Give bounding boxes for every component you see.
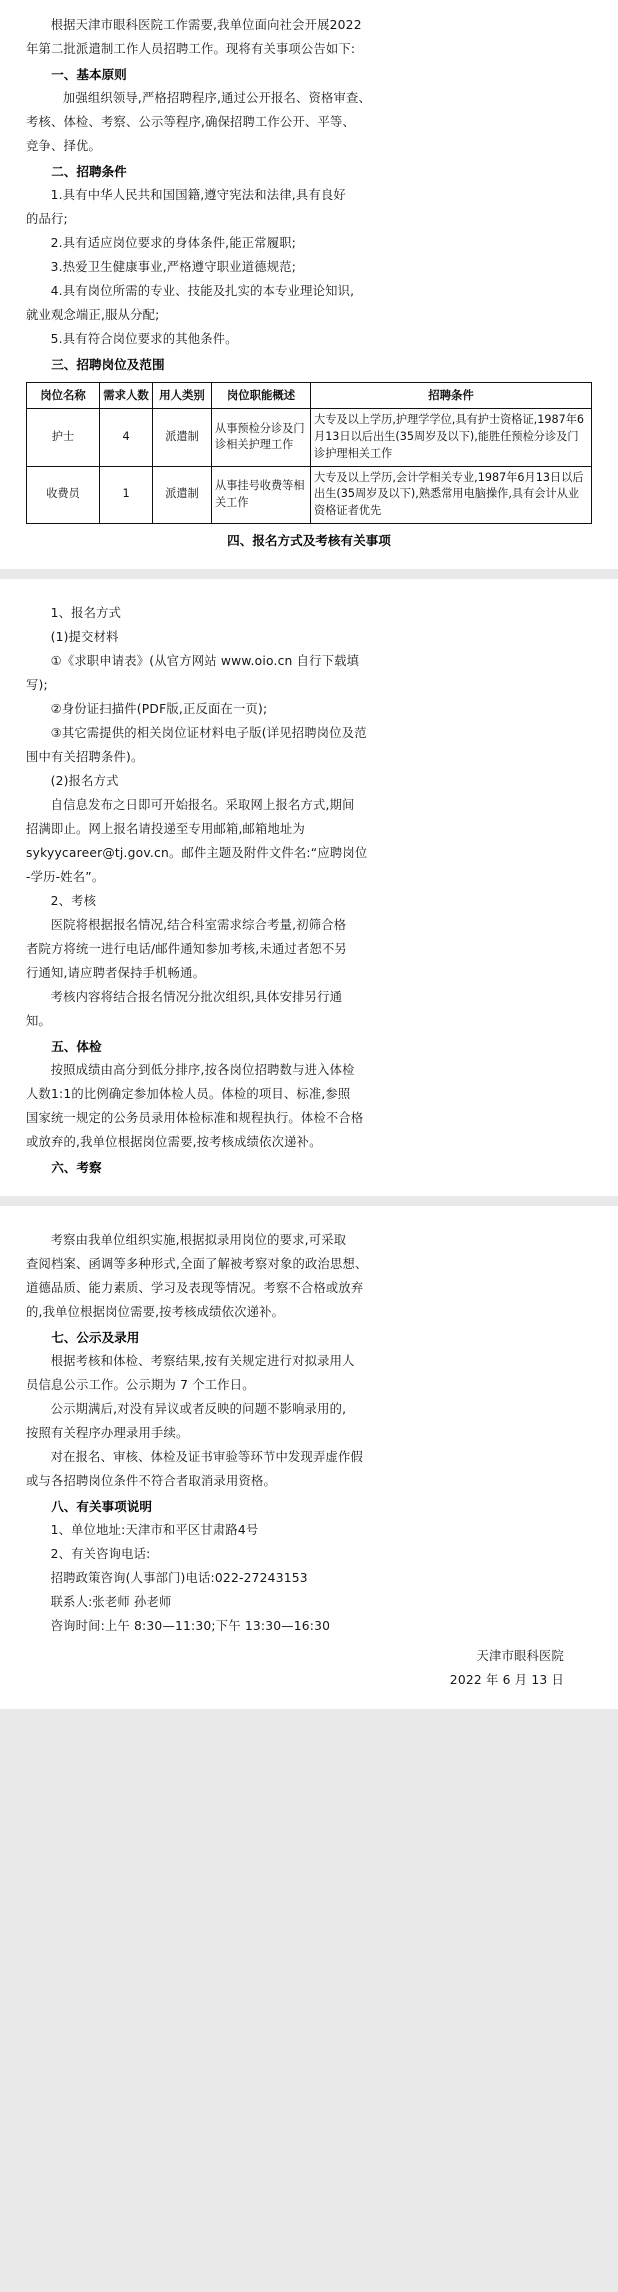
inspect-line: 的,我单位根据岗位需要,按考核成绩依次递补。 — [26, 1304, 285, 1319]
section7-line: 按照有关程序办理录用手续。 — [26, 1425, 189, 1440]
table-row — [27, 466, 592, 523]
exam-line: 行通知,请应聘者保持手机畅通。 — [26, 965, 206, 980]
document-page-3 — [0, 1206, 618, 1709]
method-line: 自信息发布之日即可开始报名。采取网上报名方式,期间 — [50, 798, 355, 813]
cell-duty: 从事预检分诊及门诊相关护理工作 — [212, 409, 311, 466]
method-line: -学历-姓名”。 — [26, 869, 105, 884]
cell-name: 收费员 — [27, 466, 100, 523]
material-item: ②身份证扫描件(PDF版,正反面在一页); — [50, 702, 268, 717]
signature-org: 天津市眼科医院 — [476, 1648, 564, 1663]
column-header-name: 岗位名称 — [27, 383, 100, 409]
cell-name: 护士 — [27, 409, 100, 466]
signature-date: 2022 年 6 月 13 日 — [449, 1672, 564, 1687]
material-item: ①《求职申请表》(从官方网站 www.oio.cn 自行下载填 — [50, 654, 360, 669]
section2-item: 就业观念端正,服从分配; — [26, 308, 160, 323]
cell-count: 1 — [100, 466, 153, 523]
section1-line: 竞争、择优。 — [26, 139, 101, 154]
signature-block — [26, 1645, 592, 1693]
cell-type: 派遣制 — [153, 409, 212, 466]
section7-line: 员信息公示工作。公示期为 7 个工作日。 — [26, 1377, 255, 1392]
inspect-line: 道德品质、能力素质、学习及表现等情况。考察不合格或放弃 — [26, 1280, 364, 1295]
signup-title: 1、报名方式 — [50, 606, 122, 621]
column-header-duty: 岗位职能概述 — [212, 383, 311, 409]
section-heading-2: 二、招聘条件 — [51, 164, 127, 180]
material-title: (1)提交材料 — [50, 630, 119, 645]
section2-item: 3.热爱卫生健康事业,严格遵守职业道德规范; — [50, 260, 297, 275]
column-header-type: 用人类别 — [153, 383, 212, 409]
section8-item: 1、单位地址:天津市和平区甘肃路4号 — [50, 1523, 259, 1538]
cell-count: 4 — [100, 409, 153, 466]
intro-line: 年第二批派遣制工作人员招聘工作。现将有关事项公告如下: — [26, 41, 356, 56]
section7-line: 公示期满后,对没有异议或者反映的问题不影响录用的, — [50, 1401, 347, 1416]
cell-duty: 从事挂号收费等相关工作 — [212, 466, 311, 523]
section8-item: 招聘政策咨询(人事部门)电话:022-27243153 — [50, 1570, 308, 1585]
section-heading-3: 三、招聘岗位及范围 — [51, 357, 165, 372]
section-heading-4: 四、报名方式及考核有关事项 — [227, 533, 391, 549]
cell-type: 派遣制 — [153, 466, 212, 523]
section8-item: 2、有关咨询电话: — [50, 1546, 151, 1561]
section7-line: 对在报名、审核、体检及证书审验等环节中发现弄虚作假 — [50, 1449, 364, 1464]
exam-title: 2、考核 — [50, 893, 97, 908]
inspect-line: 考察由我单位组织实施,根据拟录用岗位的要求,可采取 — [50, 1232, 347, 1247]
section7-line: 根据考核和体检、考察结果,按有关规定进行对拟录用人 — [50, 1354, 355, 1369]
section2-item: 的品行; — [26, 212, 68, 227]
section5-line: 或放弃的,我单位根据岗位需要,按考核成绩依次递补。 — [26, 1134, 322, 1149]
method-line: sykyycareer@tj.gov.cn。邮件主题及附件文件名:“应聘岗位 — [26, 845, 368, 860]
section5-line: 国家统一规定的公务员录用体检标准和规程执行。体检不合格 — [26, 1110, 364, 1125]
section2-item: 5.具有符合岗位要求的其他条件。 — [50, 332, 238, 347]
section1-line: 考核、体检、考察、公示等程序,确保招聘工作公开、平等、 — [26, 115, 356, 130]
document-page-1 — [0, 0, 618, 569]
column-header-count: 需求人数 — [100, 383, 153, 409]
table-header-row — [27, 383, 592, 409]
section7-line: 或与各招聘岗位条件不符合者取消录用资格。 — [26, 1473, 276, 1488]
material-item: ③其它需提供的相关岗位证材料电子版(详见招聘岗位及范 — [50, 726, 367, 741]
inspect-line: 查阅档案、函调等多种形式,全面了解被考察对象的政治思想、 — [26, 1256, 368, 1271]
section2-item: 2.具有适应岗位要求的身体条件,能正常履职; — [50, 236, 297, 251]
cell-requirement: 大专及以上学历,会计学相关专业,1987年6月13日以后出生(35周岁及以下),熟悉常用电脑操作,具有会计从业资格证者优先 — [311, 466, 592, 523]
document-page-2 — [0, 579, 618, 1196]
table-row — [27, 409, 592, 466]
section-heading-1: 一、基本原则 — [51, 66, 127, 82]
exam-line: 考核内容将结合报名情况分批次组织,具体安排另行通 — [50, 989, 343, 1004]
exam-line: 医院将根据报名情况,结合科室需求综合考量,初筛合格 — [50, 917, 347, 932]
section5-line: 按照成绩由高分到低分排序,按各岗位招聘数与进入体检 — [50, 1062, 355, 1077]
column-header-requirement: 招聘条件 — [311, 383, 592, 409]
section2-item: 4.具有岗位所需的专业、技能及扎实的本专业理论知识, — [50, 284, 355, 299]
section5-line: 人数1:1的比例确定参加体检人员。体检的项目、标准,参照 — [26, 1086, 351, 1101]
material-item: 写); — [26, 678, 48, 693]
section-heading-6: 六、考察 — [51, 1159, 102, 1175]
method-line: 招满即止。网上报名请投递至专用邮箱,邮箱地址为 — [26, 821, 306, 836]
section-heading-8: 八、有关事项说明 — [51, 1498, 152, 1514]
cell-requirement: 大专及以上学历,护理学学位,具有护士资格证,1987年6月13日以后出生(35周岁及以下),能胜任预检分诊及门诊护理相关工作 — [311, 409, 592, 466]
section-heading-7: 七、公示及录用 — [51, 1329, 140, 1345]
jobs-table — [26, 382, 592, 524]
section8-item: 咨询时间:上午 8:30—11:30;下午 13:30—16:30 — [50, 1618, 331, 1633]
exam-line: 者院方将统一进行电话/邮件通知参加考核,未通过者恕不另 — [26, 941, 347, 956]
exam-line: 知。 — [26, 1013, 51, 1028]
section-heading-5: 五、体检 — [51, 1038, 102, 1054]
section8-item: 联系人:张老师 孙老师 — [50, 1594, 172, 1609]
intro-line: 根据天津市眼科医院工作需要,我单位面向社会开展2022 — [50, 18, 362, 32]
method-title: (2)报名方式 — [50, 774, 119, 789]
section2-item: 1.具有中华人民共和国国籍,遵守宪法和法律,具有良好 — [50, 188, 346, 203]
material-item: 围中有关招聘条件)。 — [26, 750, 144, 765]
section1-line: 加强组织领导,严格招聘程序,通过公开报名、资格审查、 — [62, 91, 372, 106]
